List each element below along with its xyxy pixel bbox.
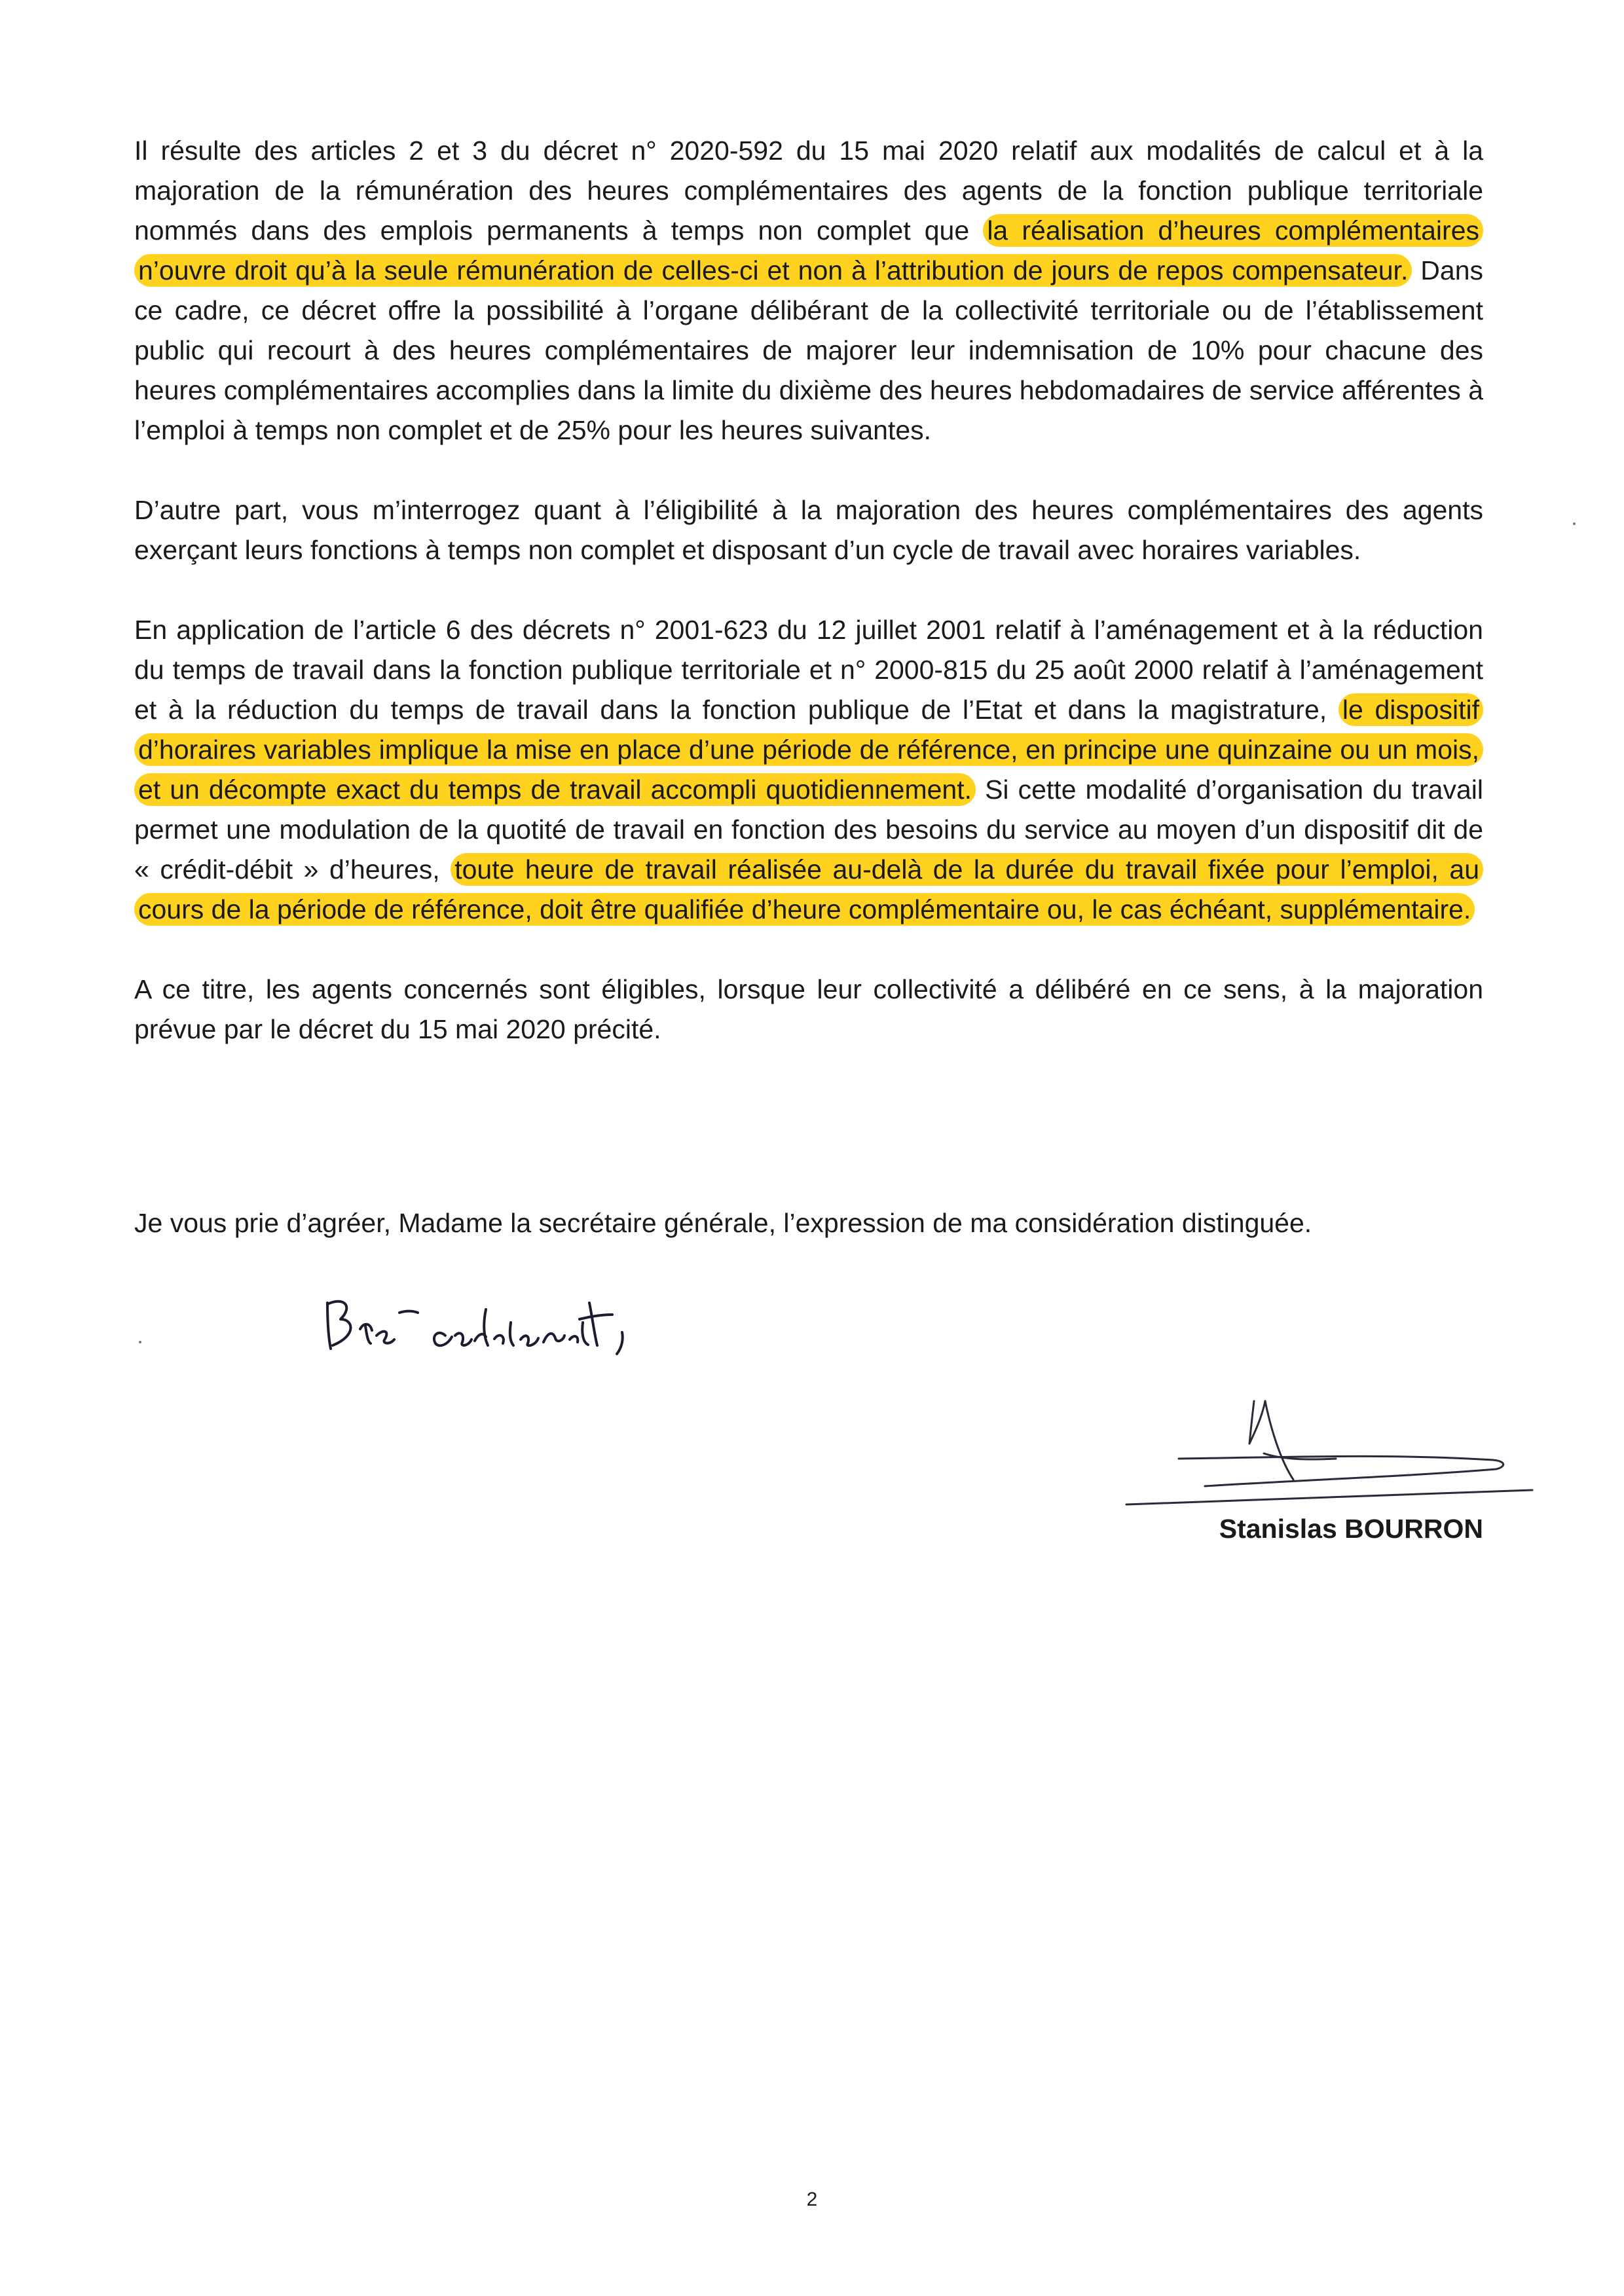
paragraph-1-segment-1: Il résulte des articles 2 et 3 du décret n° 2020-592 du 15 mai 2020 relatif aux modalités de calcul et à la majoration de la rémunération des heures complémentaires des agents de la fonction publique territoriale nommés dans des emplois permanents à temps non complet que — [134, 136, 1483, 246]
signature-image — [1113, 1362, 1572, 1519]
scan-speck — [139, 1341, 141, 1343]
handwritten-note-image — [314, 1283, 720, 1362]
paragraph-4 — [134, 970, 1483, 1049]
paragraph-2 — [134, 490, 1483, 570]
paragraph-3 — [134, 610, 1483, 930]
paragraph-2-segment-1: D’autre part, vous m’interrogez quant à l’éligibilité à la majoration des heures complémentaires des agents exerçant leurs fonctions à temps non complet et disposant d’un cycle de travail avec horaires variables. — [134, 495, 1483, 565]
paragraph-3-highlight-2: toute heure de travail réalisée au-delà de la durée du travail fixée pour l’emploi, au cours de la période de référence, doit être qualifiée d’heure complémentaire ou, le cas échéant, supplémentaire. — [134, 853, 1483, 926]
paragraph-3-highlight-1: le dispositif d’horaires variables implique la mise en place d’une période de référence, en principe une quinzaine ou un mois, et un décompte exact du temps de travail accompli quotidiennement. — [134, 693, 1483, 806]
paragraph-1 — [134, 131, 1483, 450]
paragraph-3-segment-1: En application de l’article 6 des décrets n° 2001-623 du 12 juillet 2001 relatif à l’aménagement et à la réduction du temps de travail dans la fonction publique territoriale et n° 2000-815 du 25 août 2000 relatif à l’aménagement et à la réduction du temps de travail dans la fonction publique de l’Etat et dans la magistrature, — [134, 615, 1483, 725]
closing-text: Je vous prie d’agréer, Madame la secrétaire générale, l’expression de ma considération distinguée. — [134, 1208, 1312, 1238]
closing-formula — [134, 1203, 1444, 1243]
signer-name: Stanislas BOURRON — [1219, 1514, 1483, 1544]
letter-body — [134, 131, 1483, 1089]
page-number: 2 — [806, 2189, 818, 2210]
paragraph-4-segment-1: A ce titre, les agents concernés sont éligibles, lorsque leur collectivité a délibéré en ce sens, à la majoration prévue par le décret du 15 mai 2020 précité. — [134, 974, 1483, 1044]
paragraph-3-segment-3: Si cette modalité d’organisation du travail permet une modulation de la quotité de travail en fonction des besoins du service au moyen d’un dispositif dit de « crédit-débit » d’heures, — [134, 774, 1483, 884]
paragraph-1-segment-3: Dans ce cadre, ce décret offre la possibilité à l’organe délibérant de la collectivité territoriale ou de l’établissement public qui recourt à des heures complémentaires de majorer leur indemnisation de 10% pour chacune des heures complémentaires accomplies dans la limite du dixième des heures hebdomadaires de service afférentes à l’emploi à temps non complet et de 25% pour les heures suivantes. — [134, 255, 1484, 445]
scan-speck — [1573, 522, 1576, 525]
paragraph-1-highlight: la réalisation d’heures complémentaires n’ouvre droit qu’à la seule rémunération de celles-ci et non à l’attribution de jours de repos compensateur. — [134, 214, 1483, 287]
